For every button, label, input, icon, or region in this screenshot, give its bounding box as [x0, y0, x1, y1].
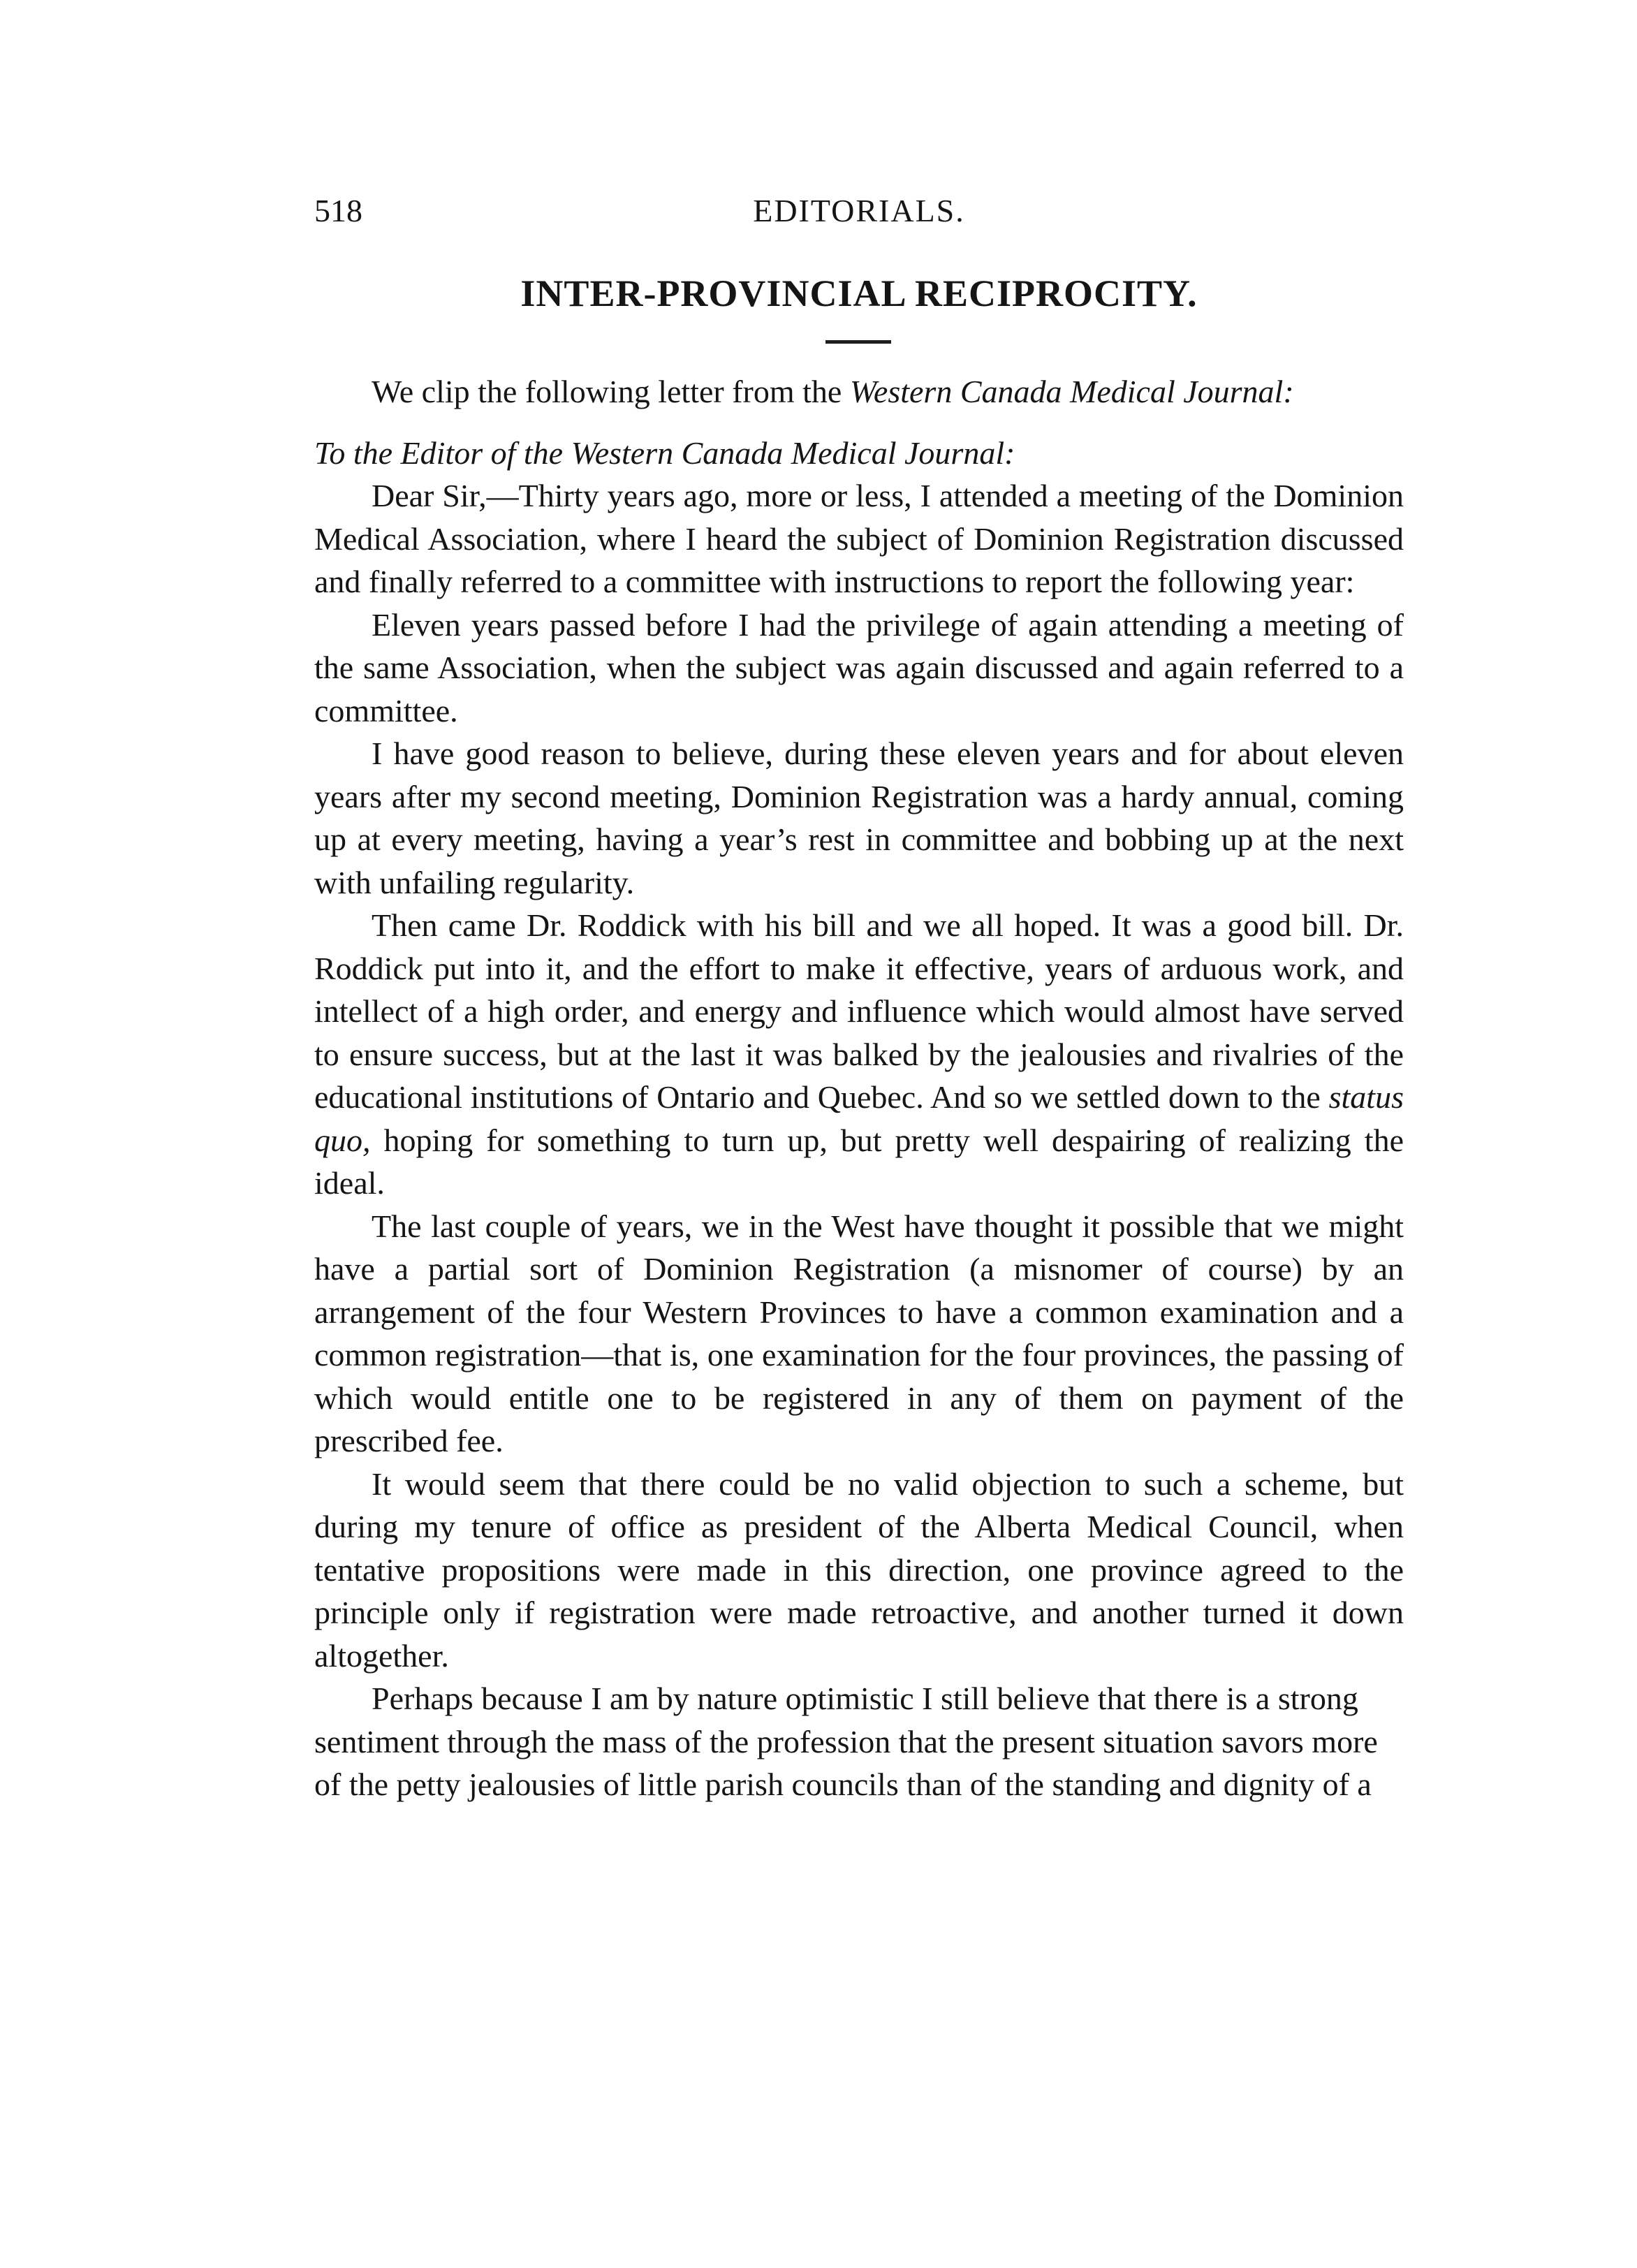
letter-paragraph: Eleven years passed before I had the privilege of again attending a meeting of the same Association, when the subject was again discussed and again referred to a committee.: [314, 606, 1404, 729]
running-head: EDITORIALS.: [753, 193, 965, 228]
paragraph-text: hoping for something to turn up, but pretty well despairing of realizing the ideal.: [314, 1122, 1404, 1201]
letter-paragraph: I have good reason to believe, during these eleven years and for about eleven years after my second meeting, Dominion Registration was a hardy annual, coming up at every meeting, having a year’s rest in committee and bobbing up at the next with unfailing regularity.: [314, 736, 1404, 900]
letter-paragraph: Perhaps because I am by nature optimistic I still believe that there is a strong sentiment through the mass of the profession that the present situation savors more of the petty jealousies of little parish councils than of the standing and dignity of a: [314, 1681, 1378, 1802]
letter-paragraph: The last couple of years, we in the West have thought it possible that we might have a partial sort of Dominion Registration (a misnomer of course) by an arrangement of the four Western Provinces to have a common examination and a common registration—that is, one examination for the four provinces, the passing of which would entitle one to be registered in any of them on payment of the prescribed fee.: [314, 1208, 1404, 1458]
page-header: [314, 189, 1404, 233]
article-title: INTER-PROVINCIAL RECIPROCITY.: [520, 272, 1198, 314]
title-rule: [825, 340, 891, 344]
intro-journal-name: Western Canada Medical Journal:: [849, 374, 1294, 409]
letter-paragraph: It would seem that there could be no valid objection to such a scheme, but during my tenure of office as president of the Alberta Medical Council, when tentative propositions were made in this direction, one province agreed to the principle only if registration were made retroactive, and another turned it down altogether.: [314, 1465, 1404, 1674]
intro-paragraph: [314, 370, 1404, 414]
paragraph-text: Then came Dr. Roddick with his bill and we all hoped. It was a good bill. Dr. Roddick put into it, and the effort to make it effective, years of arduous work, and intellect of a high order, and energy and influence which would almost have served to ensure success, but at the last it was balked by the jealousies and rivalries of the educational institutions of Ontario and Quebec. And so we settled down to the: [314, 907, 1404, 1115]
article-body: [314, 370, 1404, 1806]
status-quo-phrase: status quo,: [314, 1079, 1404, 1158]
intro-text: We clip the following letter from the: [372, 374, 850, 409]
letter-paragraph: Dear Sir,—Thirty years ago, more or less, I attended a meeting of the Dominion Medical Association, where I heard the subject of Dominion Registration discussed and finally referred to a committee with instructions to report the following year:: [314, 478, 1404, 599]
letter-paragraph: [314, 904, 1404, 1205]
letter-addressee: To the Editor of the Western Canada Medical Journal:: [314, 434, 1015, 471]
page-number: 518: [314, 193, 362, 228]
